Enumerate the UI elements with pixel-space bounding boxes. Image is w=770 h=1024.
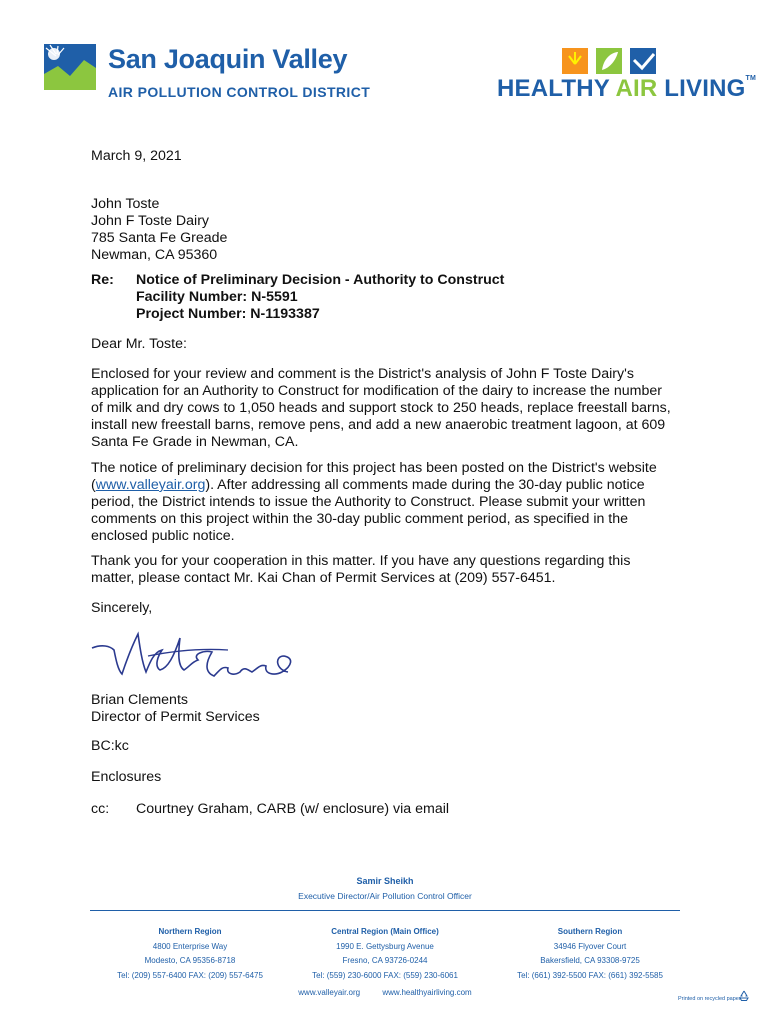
footer-websites bbox=[0, 988, 770, 997]
signer-name: Brian Clements bbox=[91, 692, 188, 708]
region-street: 1990 E. Gettysburg Avenue bbox=[336, 941, 434, 951]
region-city: Fresno, CA 93726-0244 bbox=[342, 956, 428, 965]
healthy-air-living-icons bbox=[562, 46, 662, 76]
region-central bbox=[285, 925, 485, 983]
region-street: 4800 Enterprise Way bbox=[152, 941, 228, 951]
signature-image bbox=[88, 626, 308, 696]
initials: BC:kc bbox=[91, 738, 129, 754]
footer-officer-title: Executive Director/Air Pollution Control Officer bbox=[298, 891, 472, 901]
re-line: Notice of Preliminary Decision - Authority to Construct bbox=[136, 272, 505, 288]
region-phone: Tel: (559) 230-6000 FAX: (559) 230-6061 bbox=[312, 970, 458, 980]
region-northern bbox=[90, 925, 290, 983]
footer-officer-name: Samir Sheikh bbox=[356, 876, 414, 886]
region-city: Bakersfield, CA 93308-9725 bbox=[540, 956, 640, 965]
re-line: Facility Number: N-5591 bbox=[136, 289, 298, 305]
healthy-air-living-logo bbox=[497, 75, 756, 103]
recipient-address bbox=[91, 196, 227, 264]
re-line: Project Number: N-1193387 bbox=[136, 306, 320, 322]
address-line: John F Toste Dairy bbox=[91, 213, 210, 229]
address-line: John Toste bbox=[91, 196, 160, 212]
cc-text: Courtney Graham, CARB (w/ enclosure) via email bbox=[136, 801, 450, 817]
hal-word-air: AIR bbox=[615, 75, 658, 102]
footer-divider bbox=[90, 910, 680, 911]
closing: Sincerely, bbox=[91, 600, 153, 616]
hal-word-healthy: HEALTHY bbox=[497, 75, 616, 102]
footer-web-valleyair[interactable]: www.valleyair.org bbox=[298, 988, 361, 997]
hal-word-living: LIVING bbox=[657, 75, 746, 102]
re-label: Re: bbox=[91, 272, 114, 288]
letter-date: March 9, 2021 bbox=[91, 148, 182, 164]
enclosures: Enclosures bbox=[91, 769, 162, 785]
region-southern bbox=[490, 925, 690, 983]
valleyair-link[interactable]: www.valleyair.org bbox=[95, 477, 206, 493]
paragraph-1: Enclosed for your review and comment is the District's analysis of John F Toste Dairy's application for an Authority to Construct for modification of the dairy to increase the number of milk and dry cows to 1,050 heads and support stock to 250 heads, replace freestall barns, install new freestall barns, remove pens, and add a new anaerobic treatment lagoon, at 609 Santa Fe Grade in Newman, CA. bbox=[91, 366, 671, 450]
address-line: Newman, CA 95360 bbox=[91, 247, 218, 263]
region-name: Southern Region bbox=[557, 927, 623, 936]
paragraph-2-text: ). After addressing all comments made during the 30-day public notice period, the District intends to issue the Authority to Construct. Please submit your written comments on this project within the 30-day public comment period, as specified in the enclosed public notice. bbox=[91, 477, 646, 544]
org-name: San Joaquin Valley bbox=[108, 44, 348, 74]
recycle-icon bbox=[738, 990, 750, 1002]
address-line: 785 Santa Fe Greade bbox=[91, 230, 228, 246]
footer-web-healthyairliving[interactable]: www.healthyairliving.com bbox=[382, 988, 472, 997]
paragraph-2-text: The notice of preliminary decision for this project has been posted on the District's website ( bbox=[91, 460, 657, 493]
signer-title: Director of Permit Services bbox=[91, 709, 260, 725]
region-name: Northern Region bbox=[158, 927, 222, 936]
region-phone: Tel: (209) 557-6400 FAX: (209) 557-6475 bbox=[117, 970, 263, 980]
cc-label: cc: bbox=[91, 801, 110, 817]
signer-block bbox=[91, 692, 260, 726]
re-subject bbox=[136, 272, 504, 323]
region-phone: Tel: (661) 392-5500 FAX: (661) 392-5585 bbox=[517, 970, 663, 980]
region-city: Modesto, CA 95356-8718 bbox=[144, 956, 236, 965]
paragraph-2 bbox=[91, 460, 671, 545]
recycled-paper-note: Printed on recycled paper. bbox=[678, 996, 742, 1002]
region-name: Central Region (Main Office) bbox=[331, 927, 439, 936]
hal-tm: TM bbox=[745, 75, 757, 82]
salutation: Dear Mr. Toste: bbox=[91, 336, 187, 352]
org-subtitle: AIR POLLUTION CONTROL DISTRICT bbox=[108, 84, 371, 100]
region-street: 34946 Flyover Court bbox=[553, 941, 627, 951]
sjv-logo-icon bbox=[44, 44, 96, 90]
paragraph-3: Thank you for your cooperation in this matter. If you have any questions regarding this matter, please contact Mr. Kai Chan of Permit Services at (209) 557-6451. bbox=[91, 553, 631, 586]
